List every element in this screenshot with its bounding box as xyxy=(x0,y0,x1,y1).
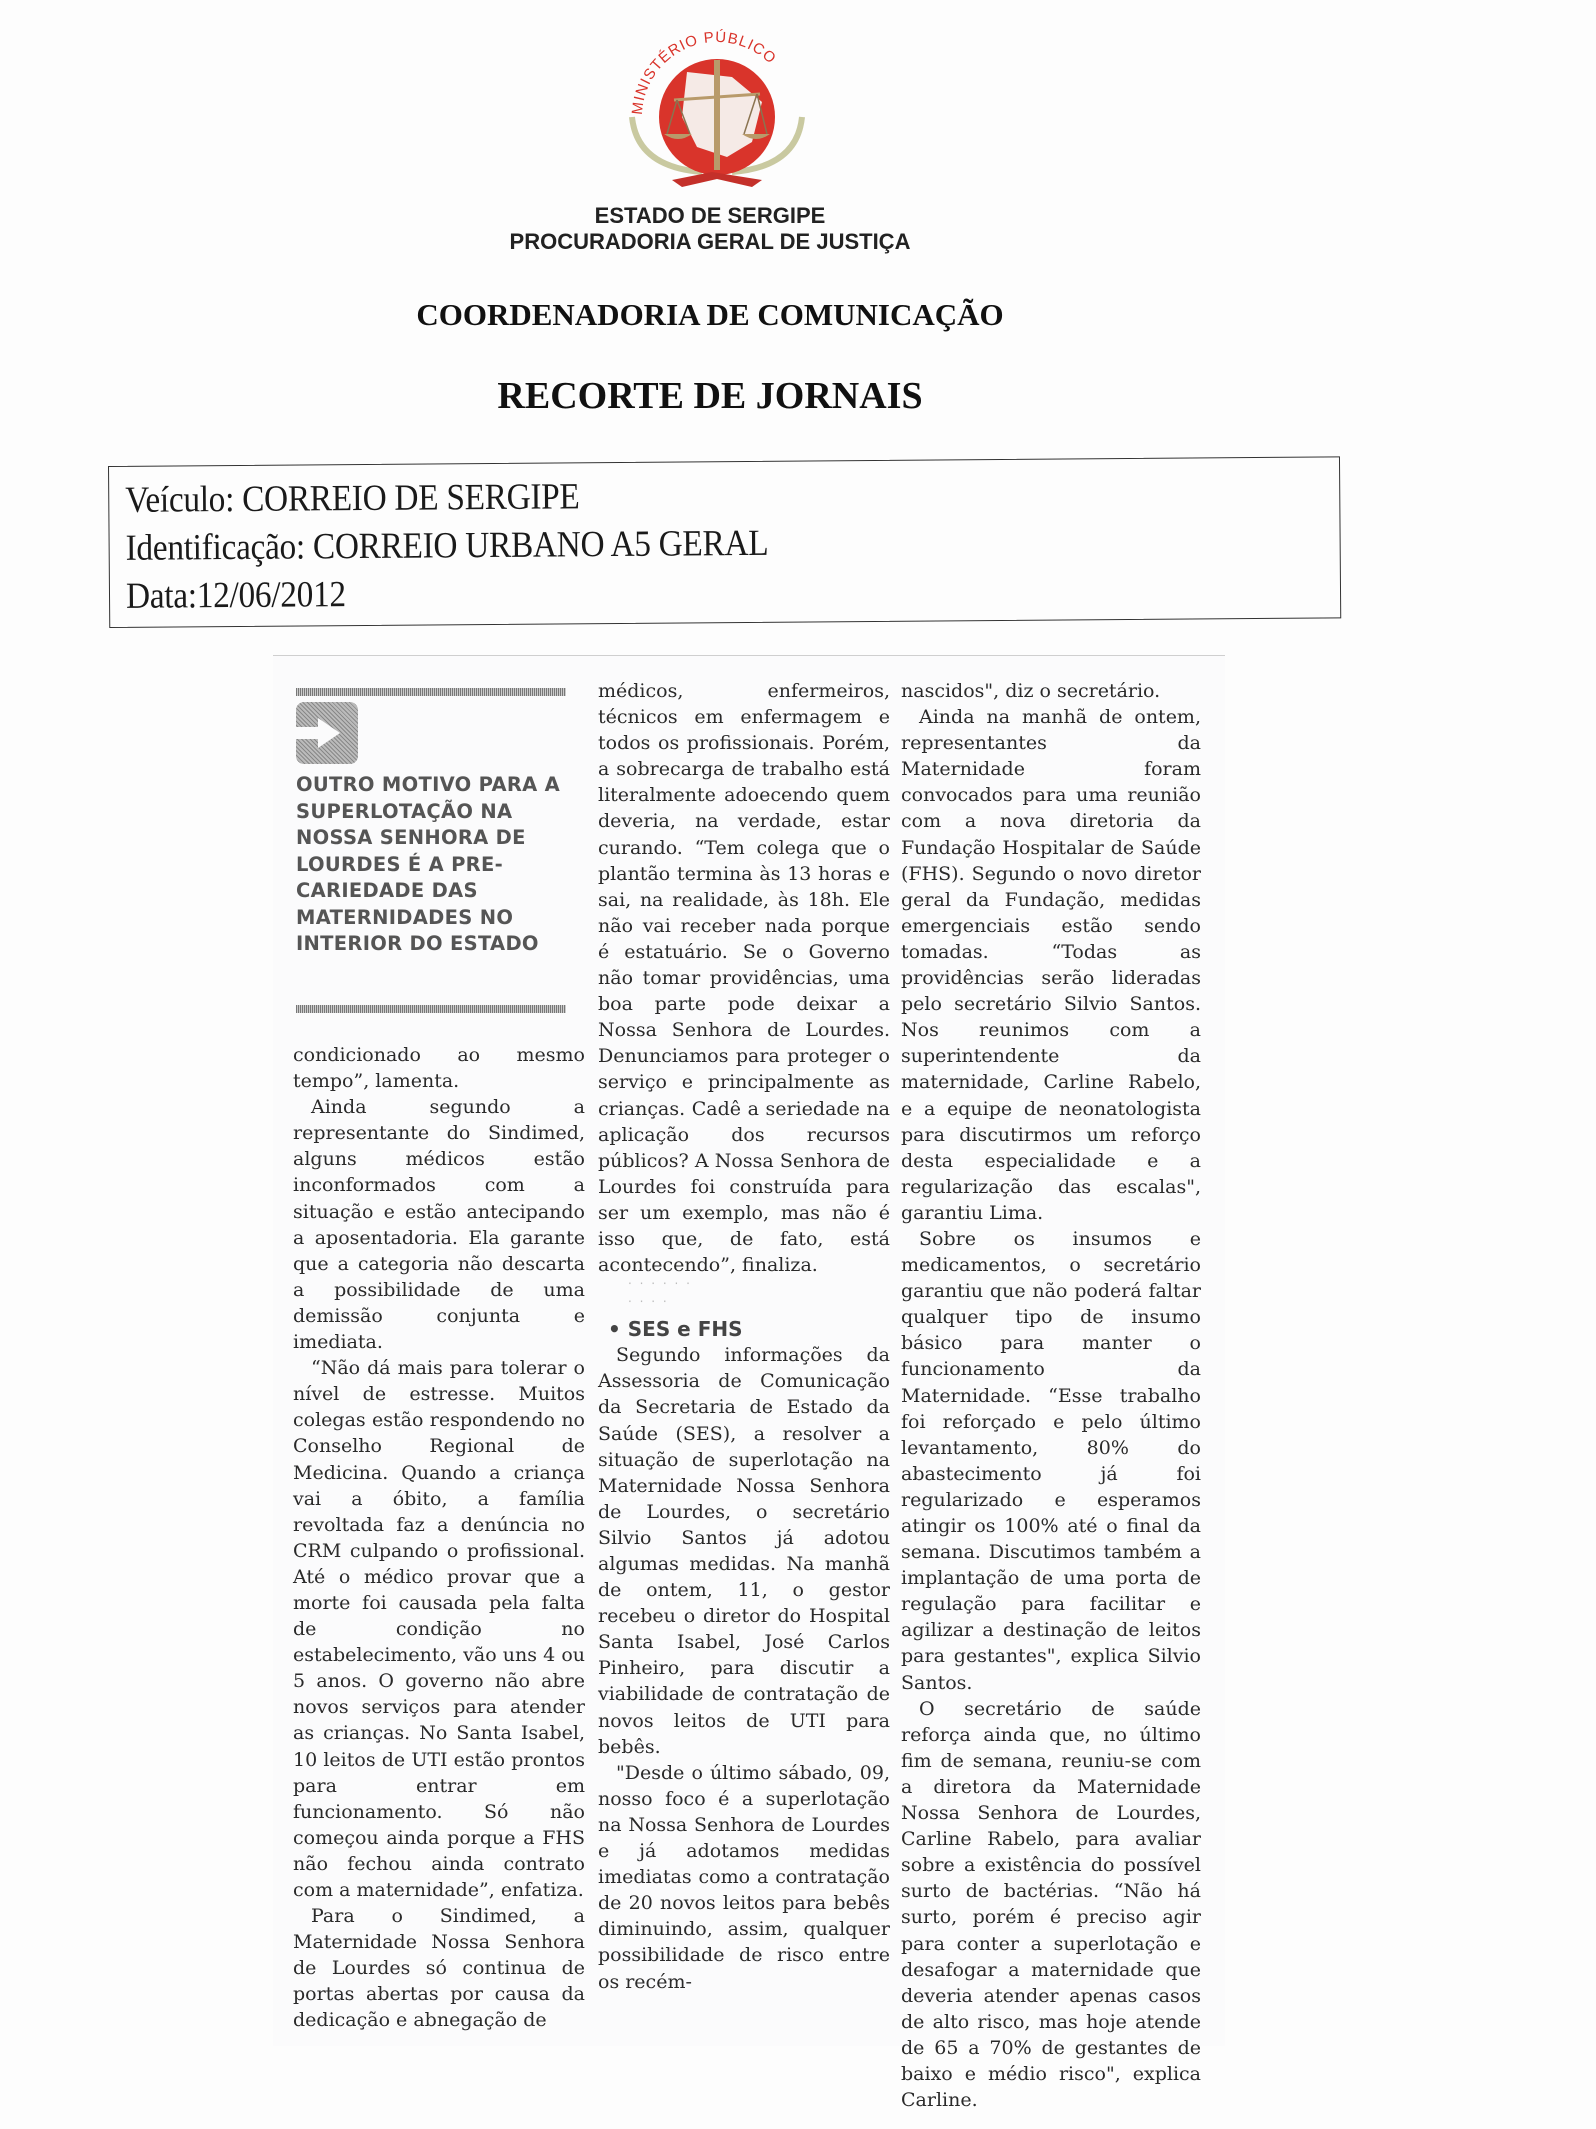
article-column-1 xyxy=(293,1042,585,2034)
paragraph: condicionado ao mesmo tempo”, lamenta. xyxy=(293,1044,585,1093)
show-through-text: · · · · · · xyxy=(628,1276,692,1291)
identification-line: Identificação: CORREIO URBANO A5 GERAL xyxy=(125,522,769,569)
paragraph: Para o Sindimed, a Maternidade Nossa Senhora de Lourdes só continua de portas abertas por causa da dedicação e abnegação de xyxy=(293,1905,585,2032)
section-subheading: • SES e FHS xyxy=(608,1317,743,1342)
paragraph: médicos, enfermeiros, técnicos em enfermagem e todos os profissionais. Porém, a sobrecarga de trabalho está literalmente adoecendo quem deveria, na verdade, estar curando. “Tem colega que o plantão termina às 13 horas e sai, na realidade, às 18h. Ele não vai receber nada porque é estatuário. Se o Governo não tomar providências, uma boa parte pode deixar a Nossa Senhora de Lourdes. Denunciamos para proteger o serviço e principalmente as crianças. Cadê a seriedade na aplicação dos recursos públicos? A Nossa Senhora de Lourdes foi construída para ser um exemplo, mas não é isso que, de fato, está acontecendo”, finaliza. xyxy=(598,680,890,1277)
article-column-2 xyxy=(598,678,890,1995)
paragraph: "Desde o último sábado, 09, nosso foco é a superlotação na Nossa Senhora de Lourdes e já adotamos medidas imediatas como a contratação de 20 novos leitos para bebês diminuindo, assim, qualquer possibilidade de risco entre os recém- xyxy=(598,1761,890,1993)
vehicle-line: Veículo: CORREIO DE SERGIPE xyxy=(125,476,580,521)
svg-text:MINISTÉRIO PÚBLICO: MINISTÉRIO PÚBLICO xyxy=(628,28,780,116)
show-through-text: · · · · xyxy=(628,1294,669,1309)
article-column-3 xyxy=(901,678,1201,2113)
page-title: RECORTE DE JORNAIS xyxy=(497,375,923,417)
paragraph: O secretário de saúde reforça ainda que, no último fim de semana, reuniu-se com a diretora da Maternidade Nossa Senhora de Lourdes, Carline Rabelo, para avaliar sobre a existência do possível surto de bactérias. “Não há surto, porém é preciso agir para conter a superlotação e desafogar a maternidade que deveria atender apenas casos de alto risco, mas hoje atende de 65 a 70% de gestantes de baixo e médio risco", explica Carline. xyxy=(901,1697,1201,2112)
seal-icon xyxy=(612,22,822,187)
paragraph: nascidos", diz o secretário. xyxy=(901,680,1161,702)
department-title: COORDENADORIA DE COMUNICAÇÃO xyxy=(416,297,1004,332)
date-line: Data:12/06/2012 xyxy=(125,574,346,617)
paragraph: Sobre os insumos e medicamentos, o secretário garantiu que não poderá faltar qualquer tipo de insumo básico para manter o funcionamento da Maternidade. “Esse trabalho foi reforçado e pelo último levantamento, 80% do abastecimento já foi regularizado e esperamos atingir os 100% até o final da semana. Discutimos também a implantação de uma porta de regulação para facilitar e agilizar a destinação de leitos para gestantes", explica Silvio Santos. xyxy=(901,1227,1201,1694)
paragraph: Segundo informações da Assessoria de Comunicação da Secretaria de Estado da Saúde (SES), a resolver a situação de superlotação na Maternidade Nossa Senhora de Lourdes, o secretário Silvio Santos já adotou algumas medidas. Na manhã de ontem, 11, o gestor recebeu o diretor do Hospital Santa Isabel, José Carlos Pinheiro, para discutir a viabilidade de contratação de novos leitos de UTI para bebês. xyxy=(598,1344,890,1758)
state-name: ESTADO DE SERGIPE xyxy=(594,203,826,228)
paragraph: Ainda segundo a representante do Sindimed, alguns médicos estão inconformados com a situação e estão antecipando a aposentadoria. Ela garante que a categoria não descarta a possibilidade de uma demissão conjunta e imediata. xyxy=(293,1096,585,1354)
arrow-right-icon xyxy=(296,702,358,764)
top-rule xyxy=(296,688,566,696)
paragraph: “Não dá mais para tolerar o nível de estresse. Muitos colegas estão respondendo no Conselho Regional de Medicina. Quando a criança vai a óbito, a família revoltada faz a denúncia no CRM culpando o profissional. Até o médico provar que a morte foi causada pela falta de condição no estabelecimento, vão uns 4 ou 5 anos. O governo não abre novos serviços para atender as crianças. No Santa Isabel, 10 leitos de UTI estão prontos para entrar em funcionamento. Só não começou ainda porque a FHS não fechou ainda contrato com a maternidade”, enfatiza. xyxy=(293,1357,585,1901)
agency-name: PROCURADORIA GERAL DE JUSTIÇA xyxy=(509,229,911,254)
callout-headline: OUTRO MOTIVO PARA A SUPERLOTAÇÃO NA NOSSA SENHORA DE LOURDES É A PRE-CARIEDADE DAS MATERNIDADES NO INTERIOR DO ESTADO xyxy=(296,773,561,955)
ministerio-publico-logo xyxy=(612,22,822,187)
paragraph: Ainda na manhã de ontem, representantes da Maternidade foram convocados para uma reunião com a nova diretoria da Fundação Hospitalar de Saúde (FHS). Segundo o novo diretor geral da Fundação, medidas emergenciais estão sendo tomadas. “Todas as providências serão lideradas pelo secretário Silvio Santos. Nos reunimos com a superintendente da maternidade, Carline Rabelo, e a equipe de neonatologista para discutirmos um reforço desta especialidade e a regularização das escalas", garantiu Lima. xyxy=(901,706,1201,1224)
bottom-rule xyxy=(296,1005,566,1013)
clipping-metadata-box xyxy=(108,456,1341,628)
